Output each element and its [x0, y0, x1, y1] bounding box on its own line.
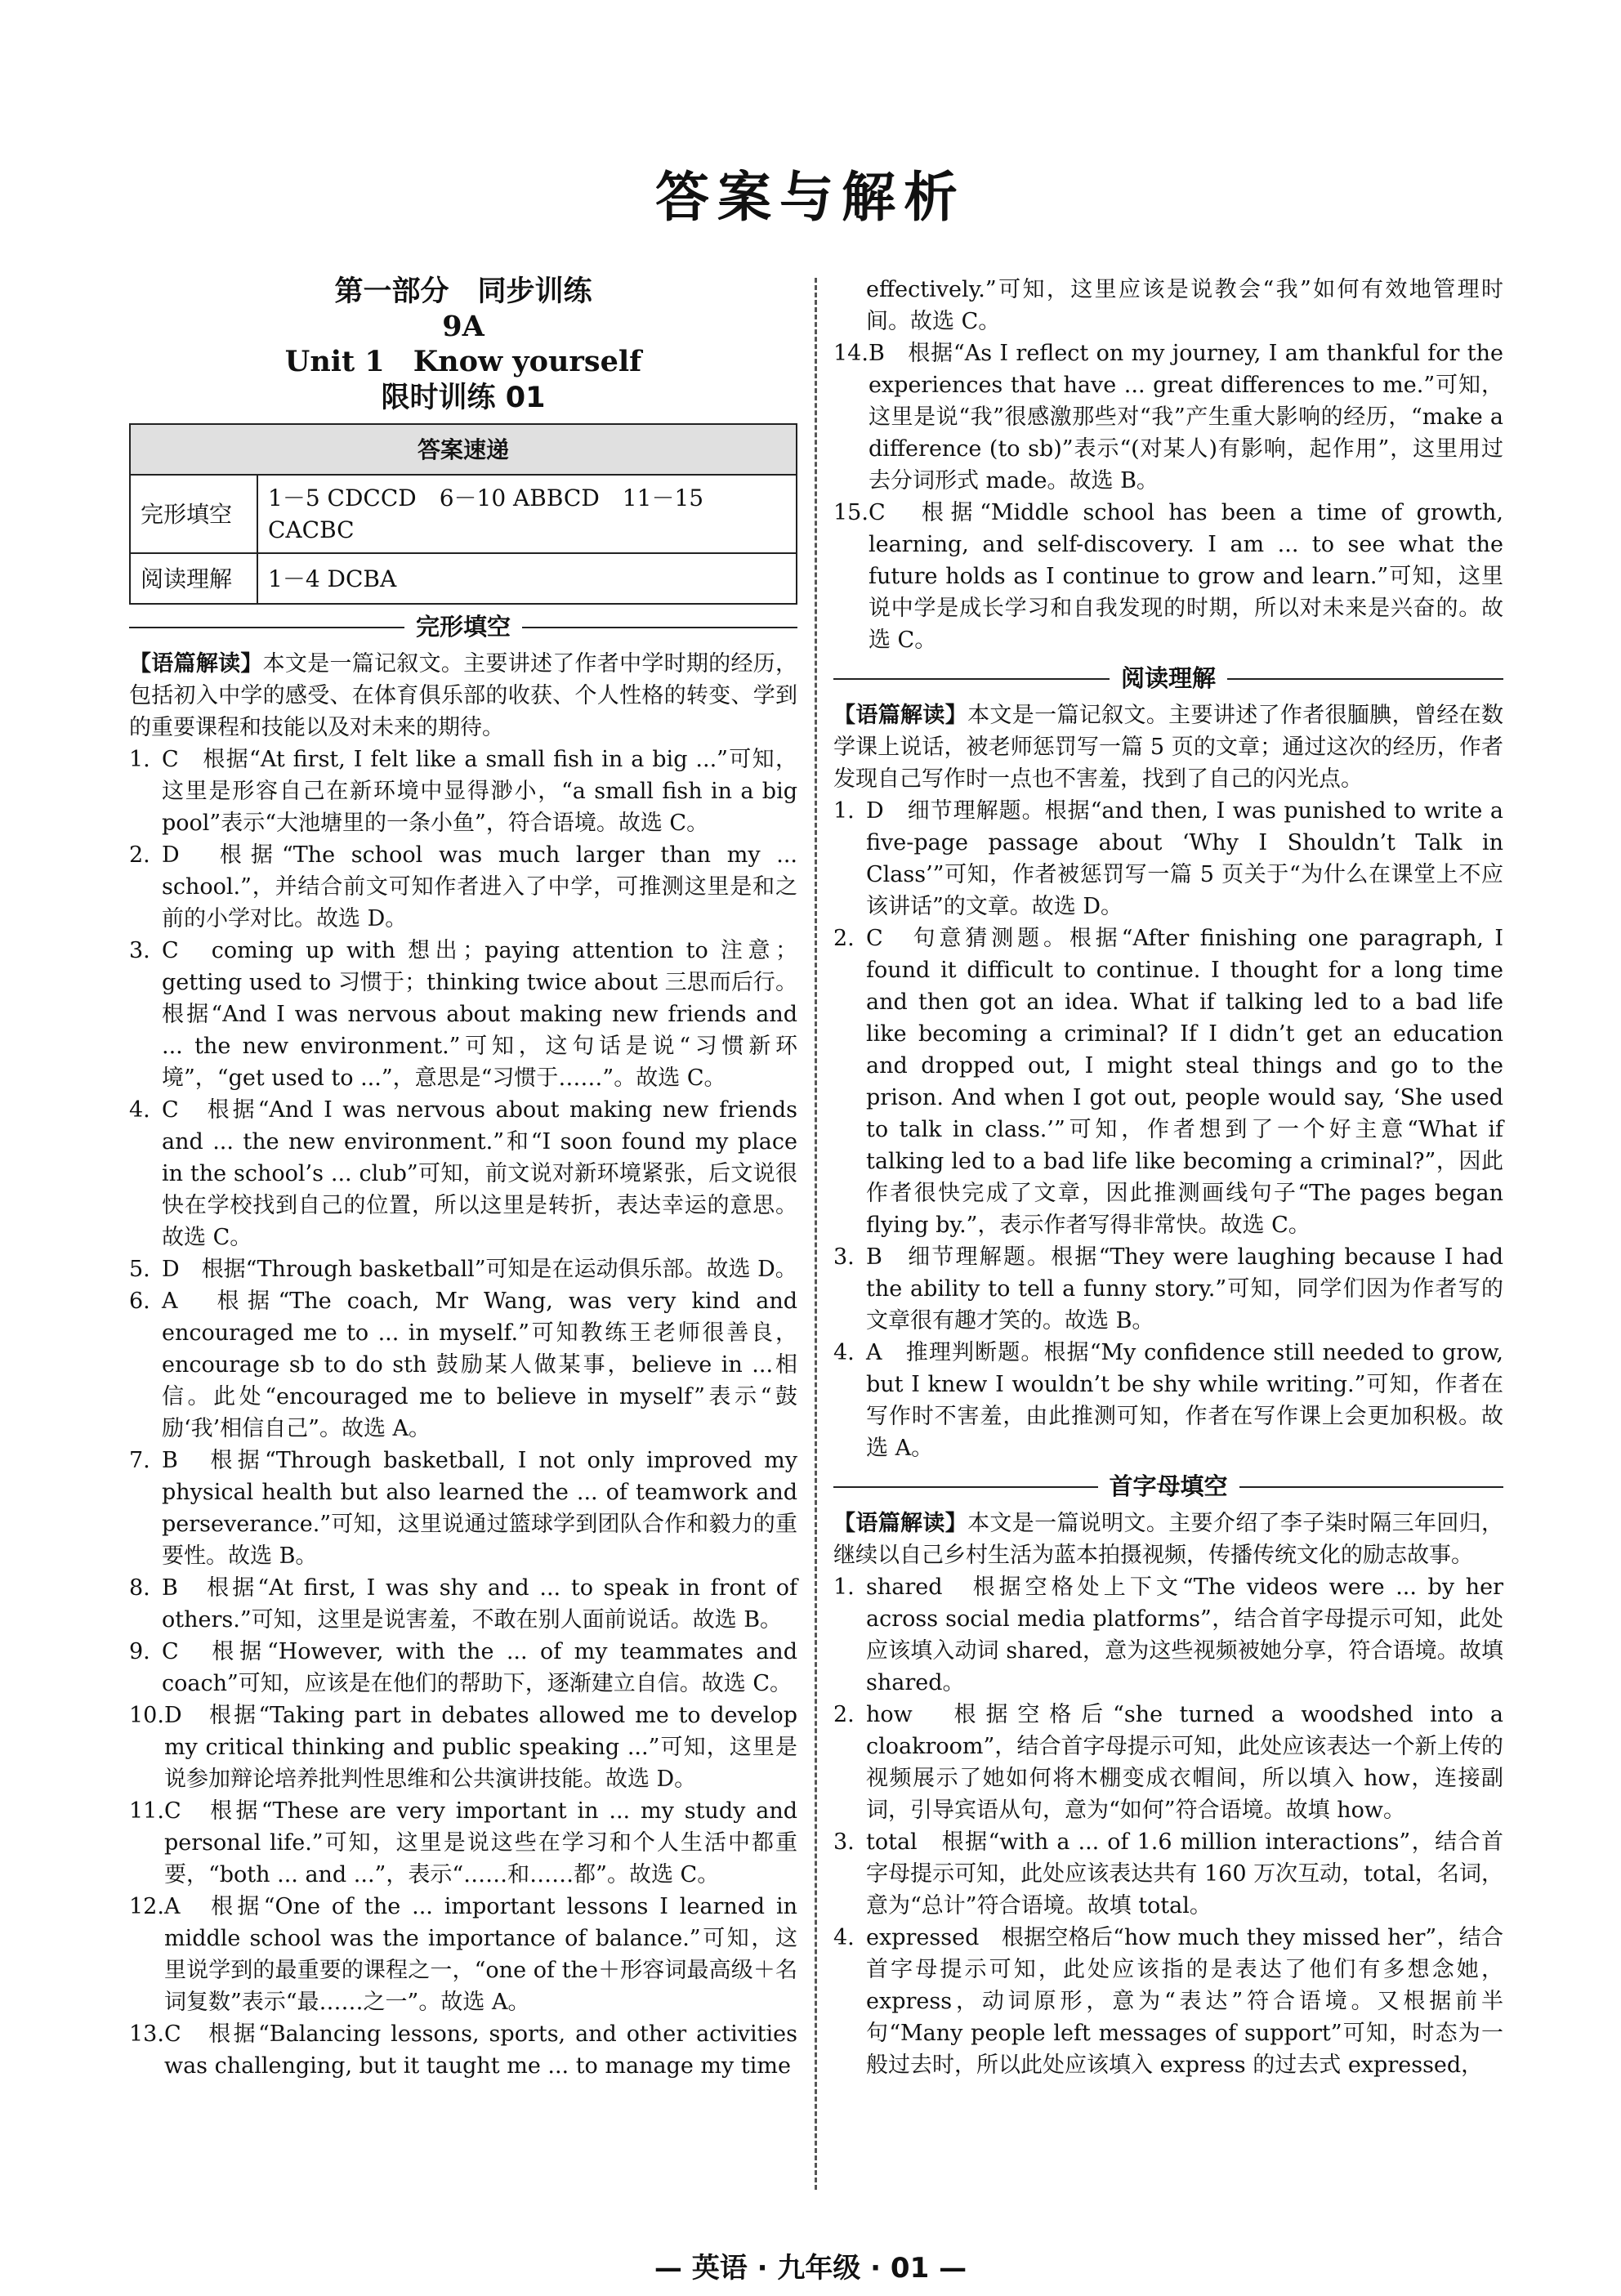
- item-text: C 句意猜测题。根据“After finishing one paragraph, I found it difficult to continue. I thought for a long time and then got an idea. What if talking led to a bad life like becoming a criminal? If I didn’t get an education and dropped out, I might steal things and go to the prison. And when I got out, people would say, ‘She used to talk in class.’”可知，作者想到了一个好主意“What if talking led to a bad life like becoming a criminal?”，因此作者很快完成了文章，因此推测画线句子“The pages began flying by.”，表示作者写得非常快。故选 C。: [866, 926, 1503, 1238]
- right-column: [833, 274, 1503, 2081]
- section-title: 完形填空: [416, 613, 511, 641]
- grade-code: 9A: [442, 310, 485, 343]
- item-text: B 根据“At first, I was shy and ... to speak in front of others.”可知，这里是说害羞，不敢在别人面前说话。故选 B。: [162, 1575, 797, 1633]
- item-number: 10.: [129, 1703, 164, 1728]
- passage-intro: [833, 1508, 1503, 1571]
- item-text: B 细节理解题。根据“They were laughing because I had the ability to tell a funny story.”可知，同学们因为作者写的文章很有趣才笑的。故选 B。: [866, 1244, 1503, 1333]
- answer-item: [833, 795, 1503, 922]
- item-text: expressed 根据空格后“how much they missed her”，结合首字母提示可知，此处应该指的是表达了他们有多想念她，express，动词原形，意为“表达”符合语境。又根据前半句“Many people left messages of support”可知，时态为一般过去时，所以此处应该填入 express 的过去式 expressed，: [866, 1925, 1503, 2078]
- section-heading-reading: [833, 663, 1503, 695]
- answer-item: [129, 935, 797, 1094]
- page-footer: — 英语 · 九年级 · 01 —: [654, 2252, 967, 2285]
- answer-item: [129, 839, 797, 935]
- answer-item: [833, 1571, 1503, 1699]
- answer-item: [129, 1572, 797, 1636]
- passage-intro: [129, 648, 797, 744]
- item-text: shared 根据空格处上下文“The videos were ... by her across social media platforms”，结合首字母提示可知，此处应该填入动词 shared，意为这些视频被她分享，符合语境。故填 shared。: [866, 1575, 1503, 1695]
- column-divider: [815, 278, 817, 2190]
- item-text: B 根据“Through basketball, I not only improved my physical health but also learned the ... of teamwork and perseverance.”可知，这里说通过篮球学到团队合作和毅力的重要性。故选 B。: [162, 1448, 797, 1569]
- answer-item: [129, 2018, 797, 2082]
- intro-text: 本文是一篇说明文。主要介绍了李子柒时隔三年回归，继续以自己乡村生活为蓝本拍摄视频，传播传统文化的励志故事。: [833, 1511, 1504, 1568]
- section-heading-cloze: [129, 611, 797, 643]
- answer-item: [129, 1445, 797, 1572]
- answer-continuation: effectively.”可知，这里应该是说教会“我”如何有效地管理时间。故选 C。: [866, 277, 1503, 334]
- intro-label: 【语篇解读】: [833, 1511, 968, 1536]
- answer-row-value: 1－4 DCBA: [257, 553, 797, 604]
- intro-label: 【语篇解读】: [129, 651, 263, 677]
- item-number: 3.: [129, 938, 150, 963]
- item-text: D 细节理解题。根据“and then, I was punished to write a five-page passage about ‘Why I Shouldn’t Talk in Class’”可知，作者被惩罚写一篇 5 页关于“为什么在课堂上不应该讲话”的文章。故选 D。: [866, 798, 1503, 919]
- item-text: C 根据“And I was nervous about making new friends and ... the new environment.”和“I soon found my place in the school’s ... club”可知，前文说对新环境紧张，后文说很快在学校找到自己的位置，所以这里是转折，表达幸运的意思。故选 C。: [162, 1097, 797, 1250]
- answer-item: [833, 337, 1503, 497]
- item-number: 1.: [833, 798, 855, 824]
- answer-item: [833, 1922, 1503, 2081]
- item-number: 14.: [833, 341, 869, 366]
- item-text: C coming up with 想出；paying attention to 注意；getting used to 习惯于；thinking twice about 三思而后行。根据“And I was nervous about making new friends and ... the new environment.”可知，这句话是说“习惯新环境”，“get used to ...”，意思是“习惯于……”。故选 C。: [162, 938, 797, 1091]
- item-text: total 根据“with a ... of 1.6 million interactions”，结合首字母提示可知，此处应该表达共有 160 万次互动，total，名词，意为“总计”符合语境。故填 total。: [866, 1829, 1503, 1919]
- answer-item: [129, 1700, 797, 1795]
- item-text: D 根据“The school was much larger than my ... school.”，并结合前文可知作者进入了中学，可推测这里是和之前的小学对比。故选 D。: [162, 842, 797, 931]
- item-number: 4.: [833, 1925, 855, 1950]
- item-text: A 根据“The coach, Mr Wang, was very kind and encouraged me to ... in myself.”可知教练王老师很善良，encourage sb to do sth 鼓励某人做某事，believe in ...相信。此处“encouraged me to believe in myself”表示“鼓励‘我’相信自己”。故选 A。: [162, 1289, 797, 1441]
- answer-item: [129, 1253, 797, 1285]
- answer-item: [129, 1891, 797, 2018]
- answer-row: [130, 475, 797, 553]
- section-title: 首字母填空: [1109, 1472, 1228, 1500]
- page-title: 答案与解析: [655, 166, 966, 229]
- section-title: 阅读理解: [1121, 664, 1217, 692]
- item-number: 11.: [129, 1798, 164, 1824]
- answer-row-label: 阅读理解: [130, 553, 257, 604]
- answer-item: [129, 1795, 797, 1891]
- item-number: 7.: [129, 1448, 150, 1473]
- answer-table: [129, 423, 797, 605]
- item-number: 15.: [833, 500, 869, 525]
- section-heading-fill: [833, 1471, 1503, 1503]
- item-number: 2.: [833, 926, 855, 951]
- item-number: 2.: [129, 842, 150, 868]
- item-number: 9.: [129, 1639, 150, 1664]
- item-text: C 根据“These are very important in ... my study and personal life.”可知，这里是说这些在学习和个人生活中都重要，“both ... and ...”，表示“……和……都”。故选 C。: [163, 1798, 797, 1887]
- answer-row-value: 1－5 CDCCD 6－10 ABBCD 11－15 CACBC: [257, 475, 797, 553]
- unit-heading: Unit 1 Know yourself: [284, 345, 642, 378]
- answer-item: [129, 1285, 797, 1445]
- item-number: 6.: [129, 1289, 150, 1314]
- answer-item: [129, 1636, 797, 1700]
- item-number: 13.: [129, 2021, 164, 2047]
- item-number: 12.: [129, 1894, 164, 1919]
- item-text: C 根据“Balancing lessons, sports, and other activities was challenging, but it taught me ... to manage my time: [163, 2021, 797, 2079]
- item-text: C 根据“Middle school has been a time of growth, learning, and self-discovery. I am ... to see what the future holds as I continue to grow and learn.”可知，这里说中学是成长学习和自我发现的时期，所以对未来是兴奋的。故选 C。: [868, 500, 1503, 653]
- intro-text: 本文是一篇记叙文。主要讲述了作者中学时期的经历，包括初入中学的感受、在体育俱乐部的收获、个人性格的转变、学到的重要课程和技能以及对未来的期待。: [129, 651, 798, 740]
- passage-intro: [833, 699, 1503, 795]
- item-text: C 根据“At first, I felt like a small fish in a big ...”可知，这里是形容自己在新环境中显得渺小，“a small fish in a big pool”表示“大池塘里的一条小鱼”，符合语境。故选 C。: [162, 747, 797, 836]
- practice-heading: 限时训练 01: [381, 382, 546, 414]
- item-number: 1.: [833, 1575, 855, 1600]
- answer-row-label: 完形填空: [130, 475, 257, 553]
- item-number: 1.: [129, 747, 150, 772]
- item-text: D 根据“Through basketball”可知是在运动俱乐部。故选 D。: [162, 1257, 797, 1282]
- answer-item: [129, 1094, 797, 1253]
- left-column: [129, 274, 797, 2082]
- item-number: 5.: [129, 1257, 150, 1282]
- item-text: how 根据空格后“she turned a woodshed into a cloakroom”，结合首字母提示可知，此处应该表达一个新上传的视频展示了她如何将木棚变成衣帽间，所以填入 how，连接副词，引导宾语从句，意为“如何”符合语境。故填 how。: [866, 1702, 1503, 1823]
- item-number: 4.: [833, 1340, 855, 1365]
- item-number: 3.: [833, 1244, 855, 1270]
- item-number: 2.: [833, 1702, 855, 1727]
- intro-label: 【语篇解读】: [833, 703, 968, 728]
- item-number: 3.: [833, 1829, 855, 1855]
- answer-item: [833, 922, 1503, 1241]
- item-text: A 推理判断题。根据“My confidence still needed to grow, but I knew I wouldn’t be shy while writing.”可知，作者在写作时不害羞，由此推测可知，作者在写作课上会更加积极。故选 A。: [866, 1340, 1503, 1461]
- answer-item: [833, 1241, 1503, 1337]
- item-number: 8.: [129, 1575, 150, 1601]
- answer-table-caption: 答案速递: [130, 424, 797, 475]
- part-heading: 第一部分 同步训练: [334, 275, 592, 308]
- answer-item: [833, 1337, 1503, 1464]
- answer-row: [130, 553, 797, 604]
- item-text: D 根据“Taking part in debates allowed me to develop my critical thinking and public speaking ...”可知，这里是说参加辩论培养批判性思维和公共演讲技能。故选 D。: [163, 1703, 797, 1792]
- item-number: 4.: [129, 1097, 150, 1123]
- item-text: B 根据“As I reflect on my journey, I am thankful for the experiences that have ... great differences to me.”可知，这里是说“我”很感激那些对“我”产生重大影响的经历，“make a difference (to sb)”表示“(对某人)有影响，起作用”，这里用过去分词形式 made。故选 B。: [868, 341, 1503, 494]
- item-text: C 根据“However, with the ... of my teammates and coach”可知，应该是在他们的帮助下，逐渐建立自信。故选 C。: [162, 1639, 797, 1696]
- item-text: A 根据“One of the ... important lessons I learned in middle school was the importance of balance.”可知，这里说学到的最重要的课程之一，“one of the＋形容词最高级＋名词复数”表示“最……之一”。故选 A。: [163, 1894, 797, 2015]
- answer-item: [833, 497, 1503, 656]
- answer-item: [129, 744, 797, 839]
- intro-text: 本文是一篇记叙文。主要讲述了作者很腼腆，曾经在数学课上说话，被老师惩罚写一篇 5 页的文章；通过这次的经历，作者发现自己写作时一点也不害羞，找到了自己的闪光点。: [833, 703, 1504, 792]
- answer-item: [833, 1826, 1503, 1922]
- answer-item: [833, 1699, 1503, 1826]
